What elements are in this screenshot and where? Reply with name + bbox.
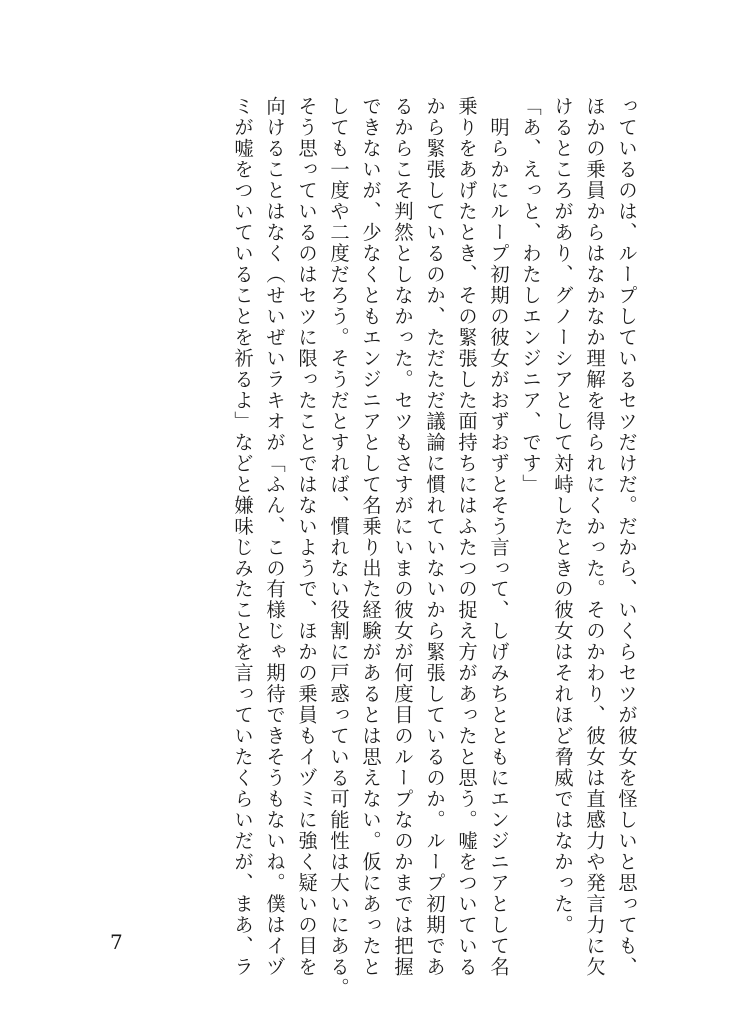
text-line: っているのは、ループしているセツだけだ。だから、いくらセツが彼女を怪しいと思っても、 <box>615 96 638 978</box>
text-line: るからこそ判然としなかった。セツもさすがにいまの彼女が何度目のループなのかまでは把握 <box>391 96 414 978</box>
text-line: から緊張しているのか、ただただ議論に慣れていないから緊張しているのか。ループ初期であ <box>423 96 446 978</box>
text-line: 明らかにループ初期の彼女がおずおずとそう言って、しげみちとともにエンジニアとして名 <box>487 96 510 978</box>
page-number: 7 <box>110 930 123 954</box>
vertical-text-body <box>226 96 642 999</box>
text-line: しても一度や二度だろう。そうだとすれば、慣れない役割に戸惑っている可能性は大いにある。 <box>327 96 350 999</box>
text-line: ほかの乗員からはなかなか理解を得られにくかった。そのかわり、彼女は直感力や発言力に欠 <box>583 96 606 978</box>
text-line: できないが、少なくともエンジニアとして名乗り出た経験があるとは思えない。仮にあったと <box>359 96 382 978</box>
text-line: けるところがあり、グノーシアとして対峙したときの彼女はそれほど脅威ではなかった。 <box>551 96 574 936</box>
dialogue-line: 「あ、えっと、わたしエンジニア、です」 <box>519 96 542 495</box>
text-line: 向けることはなく（せいぜいラキオが「ふん、この有様じゃ期待できそうもないね。僕はイヅ <box>263 96 286 978</box>
text-line: そう思っているのはセツに限ったことではないようで、ほかの乗員もイヅミに強く疑いの目を <box>295 96 318 978</box>
text-line: ミが嘘をついていることを祈るよ」などと嫌味じみたことを言っていたくらいだが、まあ、ラ <box>231 96 254 978</box>
text-line: 乗りをあげたとき、その緊張した面持ちにはふたつの捉え方があったと思う。嘘をついている <box>455 96 478 978</box>
